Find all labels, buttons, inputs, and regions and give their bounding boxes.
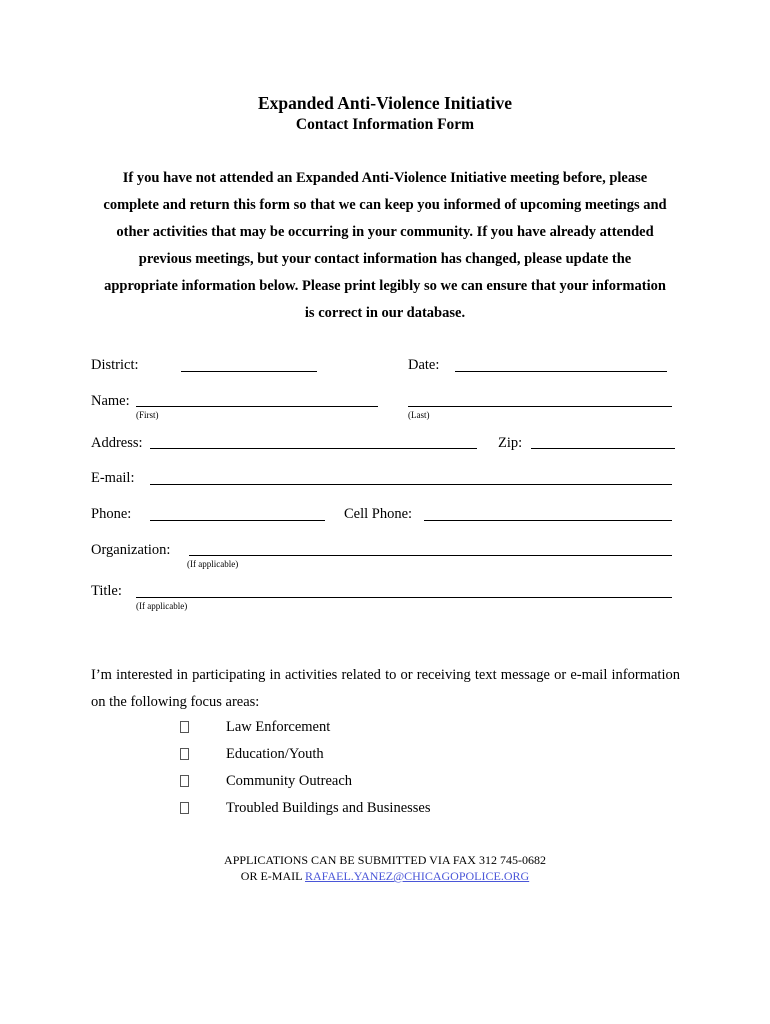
title-hint: (If applicable) <box>136 601 188 611</box>
zip-label: Zip: <box>498 435 523 451</box>
focus-area-community-outreach[interactable] <box>180 773 352 793</box>
zip-field[interactable] <box>531 448 675 449</box>
district-field[interactable] <box>181 371 317 372</box>
district-label: District: <box>91 357 139 373</box>
address-field[interactable] <box>150 448 477 449</box>
intro-line: other activities that may be occurring in your community. If you have already attended <box>116 224 654 240</box>
last-name-field[interactable] <box>408 406 672 407</box>
first-name-hint: (First) <box>136 410 159 420</box>
checkbox-icon[interactable] <box>180 748 189 760</box>
fax-line: APPLICATIONS CAN BE SUBMITTED VIA FAX 312 745-0682 <box>224 853 546 867</box>
cell-phone-label: Cell Phone: <box>344 506 413 522</box>
phone-label: Phone: <box>91 506 132 522</box>
focus-area-label: Community Outreach <box>226 773 353 789</box>
intro-line: is correct in our database. <box>304 305 466 321</box>
intro-paragraph <box>80 165 690 327</box>
focus-area-law-enforcement[interactable] <box>180 719 330 739</box>
email-line <box>0 868 770 884</box>
checkbox-icon[interactable] <box>180 775 189 787</box>
intro-line: previous meetings, but your contact information has changed, please update the <box>138 251 632 267</box>
email-field[interactable] <box>150 484 672 485</box>
date-field[interactable] <box>455 371 667 372</box>
focus-area-troubled-buildings[interactable] <box>180 800 431 820</box>
email-label: E-mail: <box>91 470 135 486</box>
intro-line: If you have not attended an Expanded Anti-Violence Initiative meeting before, please <box>122 170 648 186</box>
title-label: Title: <box>91 583 122 599</box>
first-name-field[interactable] <box>136 406 378 407</box>
address-label: Address: <box>91 435 143 451</box>
date-label: Date: <box>408 357 440 373</box>
email-prefix: OR E-MAIL <box>240 869 306 883</box>
intro-line: complete and return this form so that we can keep you informed of upcoming meetings and <box>103 197 667 213</box>
checkbox-icon[interactable] <box>180 721 189 733</box>
title-field[interactable] <box>136 597 672 598</box>
focus-area-label: Troubled Buildings and Businesses <box>226 800 431 816</box>
email-link[interactable]: RAFAEL.YANEZ@CHICAGOPOLICE.ORG <box>305 869 530 883</box>
form-subtitle: Contact Information Form <box>295 116 475 133</box>
focus-area-label: Education/Youth <box>226 746 324 762</box>
organization-field[interactable] <box>189 555 672 556</box>
organization-label: Organization: <box>91 542 171 558</box>
interest-statement: I’m interested in participating in activities related to or receiving text message or e-mail information on the following focus areas: <box>91 667 680 710</box>
intro-line: appropriate information below. Please print legibly so we can ensure that your information <box>104 278 666 294</box>
submission-info <box>0 852 770 884</box>
organization-hint: (If applicable) <box>187 559 239 569</box>
checkbox-icon[interactable] <box>180 802 189 814</box>
last-name-hint: (Last) <box>408 410 430 420</box>
name-label: Name: <box>91 393 130 409</box>
phone-field[interactable] <box>150 520 325 521</box>
form-title: Expanded Anti-Violence Initiative <box>257 93 513 113</box>
cell-phone-field[interactable] <box>424 520 672 521</box>
focus-area-education-youth[interactable] <box>180 746 324 766</box>
focus-area-label: Law Enforcement <box>226 719 331 735</box>
